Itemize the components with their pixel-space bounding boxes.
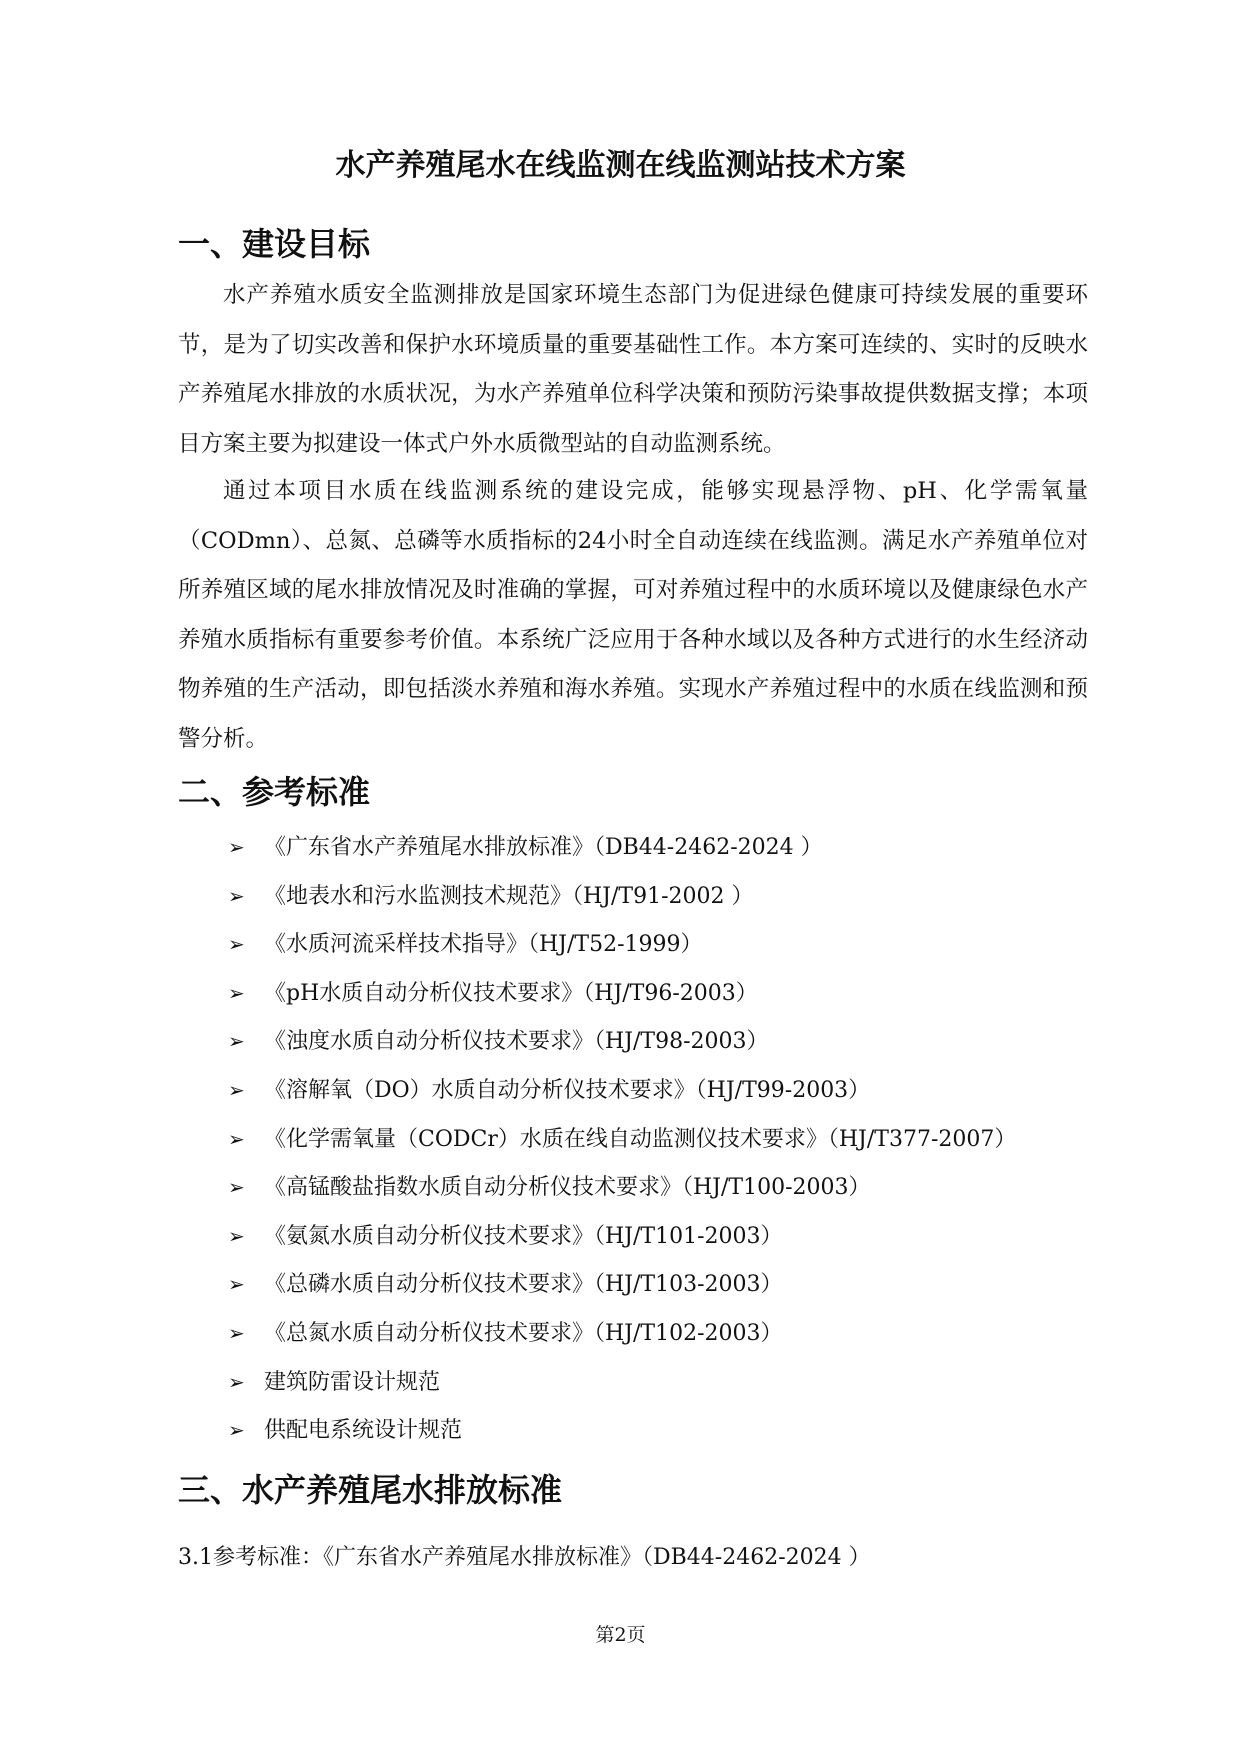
arrow-bullet-icon: ➢ xyxy=(228,1418,245,1443)
standard-label: 建筑防雷设计规范 xyxy=(264,1369,441,1395)
list-item xyxy=(228,1017,1016,1066)
standard-label: 《氨氮水质自动分析仪技术要求》（HJ/T101-2003） xyxy=(264,1223,783,1249)
section-heading-standards: 二、参考标准 xyxy=(178,773,371,811)
section-heading-goals: 一、建设目标 xyxy=(178,225,371,263)
arrow-bullet-icon: ➢ xyxy=(228,883,245,908)
list-item xyxy=(228,823,1016,872)
paragraph-goals-2: 通过本项目水质在线监测系统的建设完成，能够实现悬浮物、pH、化学需氧量（CODmn）、总氮、总磷等水质指标的24小时全自动连续在线监测。满足水产养殖单位对所养殖区域的尾水排放情况及时准确的掌握，可对养殖过程中的水质环境以及健康绿色水产养殖水质指标有重要参考价值。本系统广泛应用于各种水域以及各种方式进行的水生经济动物养殖的生产活动，即包括淡水养殖和海水养殖。实现水产养殖过程中的水质在线监测和预警分析。 xyxy=(178,478,1088,752)
arrow-bullet-icon: ➢ xyxy=(228,1223,245,1248)
standard-label: 《化学需氧量（CODCr）水质在线自动监测仪技术要求》（HJ/T377-2007） xyxy=(264,1126,1017,1152)
standard-label: 《溶解氧（DO）水质自动分析仪技术要求》（HJ/T99-2003） xyxy=(264,1077,871,1103)
list-item xyxy=(228,1066,1016,1115)
list-item xyxy=(228,1309,1016,1358)
list-item xyxy=(228,1163,1016,1212)
standard-label: 《浊度水质自动分析仪技术要求》（HJ/T98-2003） xyxy=(264,1029,769,1055)
standard-label: 《广东省水产养殖尾水排放标准》（DB44-2462-2024 ） xyxy=(264,835,823,860)
arrow-bullet-icon: ➢ xyxy=(228,932,245,957)
standards-list xyxy=(228,823,1016,1455)
arrow-bullet-icon: ➢ xyxy=(228,1175,245,1200)
list-item xyxy=(228,1212,1016,1261)
arrow-bullet-icon: ➢ xyxy=(228,1126,245,1151)
standard-label: 《地表水和污水监测技术规范》（HJ/T91-2002 ） xyxy=(264,883,754,909)
reference-standard-line: 3.1参考标准：《广东省水产养殖尾水排放标准》（DB44-2462-2024 ） xyxy=(178,1545,871,1570)
section-heading-discharge-standard: 三、水产养殖尾水排放标准 xyxy=(178,1471,563,1509)
arrow-bullet-icon: ➢ xyxy=(228,1369,245,1394)
list-item xyxy=(228,969,1016,1018)
standard-label: 供配电系统设计规范 xyxy=(264,1418,463,1444)
list-item xyxy=(228,1115,1016,1164)
paragraph-goals-1: 水产养殖水质安全监测排放是国家环境生态部门为促进绿色健康可持续发展的重要环节，是为了切实改善和保护水环境质量的重要基础性工作。本方案可连续的、实时的反映水产养殖尾水排放的水质状况，为水产养殖单位科学决策和预防污染事故提供数据支撑；本项目方案主要为拟建设一体式户外水质微型站的自动监测系统。 xyxy=(178,282,1088,457)
document-title: 水产养殖尾水在线监测在线监测站技术方案 xyxy=(335,148,906,183)
arrow-bullet-icon: ➢ xyxy=(228,1077,245,1102)
list-item xyxy=(228,920,1016,969)
standard-label: 《pH水质自动分析仪技术要求》（HJ/T96-2003） xyxy=(264,980,758,1006)
arrow-bullet-icon: ➢ xyxy=(228,1029,245,1054)
list-item xyxy=(228,1260,1016,1309)
list-item xyxy=(228,1358,1016,1407)
arrow-bullet-icon: ➢ xyxy=(228,1272,245,1297)
list-item xyxy=(228,872,1016,921)
standard-label: 《水质河流采样技术指导》（HJ/T52-1999） xyxy=(264,932,703,958)
arrow-bullet-icon: ➢ xyxy=(228,835,245,859)
arrow-bullet-icon: ➢ xyxy=(228,1320,245,1345)
standard-label: 《总氮水质自动分析仪技术要求》（HJ/T102-2003） xyxy=(264,1320,783,1346)
page-number: 第2页 xyxy=(595,1624,646,1646)
list-item xyxy=(228,1406,1016,1455)
arrow-bullet-icon: ➢ xyxy=(228,980,245,1005)
standard-label: 《高锰酸盐指数水质自动分析仪技术要求》（HJ/T100-2003） xyxy=(264,1175,871,1201)
standard-label: 《总磷水质自动分析仪技术要求》（HJ/T103-2003） xyxy=(264,1272,783,1298)
